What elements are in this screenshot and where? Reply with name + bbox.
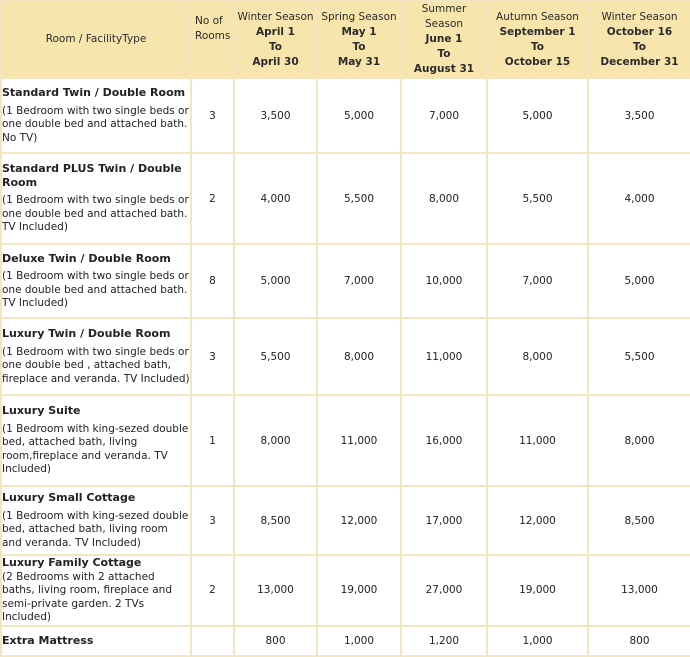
rate-cell: 4,000 [234, 153, 317, 244]
table-row [1, 78, 690, 153]
room-name: Luxury Twin / Double Room [2, 327, 171, 340]
rate-cell: 8,500 [588, 486, 690, 555]
room-description: (1 Bedroom with king-sezed double bed, attached bath, living room and veranda. TV Included) [2, 509, 189, 549]
rate-cell: 1,000 [317, 626, 401, 656]
room-name: Luxury Suite [2, 404, 81, 418]
season-from: April 1 [256, 25, 295, 38]
rate-cell: 5,000 [317, 78, 401, 153]
rate-cell: 7,000 [401, 78, 487, 153]
header-rooms-label: Rooms [195, 30, 231, 42]
rate-cell: 17,000 [401, 486, 487, 555]
rate-cell: 11,000 [401, 318, 487, 395]
rate-cell: 19,000 [487, 555, 588, 626]
room-type-cell [1, 153, 191, 244]
table-row [1, 318, 690, 395]
room-name: Deluxe Twin / Double Room [2, 251, 171, 265]
rate-cell: 5,500 [588, 318, 690, 395]
season-name: Summer Season [421, 3, 467, 30]
season-to: December 31 [600, 55, 679, 68]
rate-cell: 11,000 [317, 395, 401, 486]
room-count: 8 [191, 244, 234, 318]
rate-cell: 5,500 [234, 318, 317, 395]
season-to: May 31 [337, 55, 381, 68]
rate-cell: 5,500 [317, 153, 401, 244]
season-name: Winter Season [601, 10, 678, 23]
rate-cell: 8,000 [401, 153, 487, 244]
rate-cell: 16,000 [401, 395, 487, 486]
rate-cell: 5,000 [588, 244, 690, 318]
header-season-3 [401, 1, 487, 78]
season-to: August 31 [413, 63, 475, 75]
season-from: October 16 [606, 25, 673, 38]
header-room-type: Room / FacilityType [1, 1, 191, 78]
room-count: 3 [191, 486, 234, 555]
room-name: Extra Mattress [2, 633, 94, 647]
rate-cell: 13,000 [234, 555, 317, 626]
rate-cell: 27,000 [401, 555, 487, 626]
table-row [1, 626, 690, 656]
season-to-word: To [633, 40, 646, 53]
table-row [1, 244, 690, 318]
header-no-of-label: No of [195, 15, 223, 27]
room-description: (1 Bedroom with two single beds or one double bed and attached bath. TV Included) [2, 194, 189, 234]
rate-cell: 800 [588, 626, 690, 656]
room-type-cell [1, 626, 191, 656]
rate-cell: 12,000 [317, 486, 401, 555]
season-to: October 15 [504, 55, 571, 68]
header-season-5 [588, 1, 690, 78]
room-type-cell [1, 486, 191, 555]
rate-cell: 5,000 [487, 78, 588, 153]
room-type-cell [1, 78, 191, 153]
room-description: (2 Bedrooms with 2 attached baths, living room, fireplace and semi-private garden. 2 TVs Included) [2, 570, 172, 623]
header-no-of-rooms [191, 1, 234, 78]
season-to-word: To [352, 40, 366, 53]
season-to: April 30 [252, 55, 299, 68]
header-season-4 [487, 1, 588, 78]
rate-cell: 4,000 [588, 153, 690, 244]
rate-cell: 7,000 [317, 244, 401, 318]
season-name: Autumn Season [496, 10, 579, 23]
table-row [1, 395, 690, 486]
rate-cell: 3,500 [588, 78, 690, 153]
season-to-word: To [269, 40, 282, 53]
rate-cell: 800 [234, 626, 317, 656]
room-type-cell [1, 395, 191, 486]
rate-cell: 7,000 [487, 244, 588, 318]
rate-cell: 11,000 [487, 395, 588, 486]
room-type-cell [1, 244, 191, 318]
room-count: 3 [191, 78, 234, 153]
room-name: Standard PLUS Twin / Double Room [2, 162, 182, 189]
room-name: Luxury Small Cottage [2, 491, 136, 504]
rate-cell: 13,000 [588, 555, 690, 626]
room-description: (1 Bedroom with king-sezed double bed, attached bath, living room,fireplace and veranda. TV Included) [2, 422, 189, 476]
room-count [191, 626, 234, 656]
rate-cell: 8,000 [487, 318, 588, 395]
rate-cell: 5,500 [487, 153, 588, 244]
season-name: Winter Season [237, 10, 314, 23]
rate-cell: 8,000 [317, 318, 401, 395]
rate-cell: 5,000 [234, 244, 317, 318]
rate-cell: 10,000 [401, 244, 487, 318]
season-name: Spring Season [321, 10, 397, 23]
season-to-word: To [437, 48, 451, 60]
table-row [1, 153, 690, 244]
rate-cell: 8,000 [234, 395, 317, 486]
rate-cell: 19,000 [317, 555, 401, 626]
season-to-word: To [531, 40, 544, 53]
header-season-1 [234, 1, 317, 78]
room-description: (1 Bedroom with two single beds or one double bed , attached bath, fireplace and veranda. TV Included) [2, 345, 190, 385]
rate-cell: 3,500 [234, 78, 317, 153]
room-count: 3 [191, 318, 234, 395]
season-from: September 1 [499, 25, 576, 38]
room-name: Luxury Family Cottage [2, 556, 142, 569]
room-count: 1 [191, 395, 234, 486]
room-count: 2 [191, 153, 234, 244]
room-description: (1 Bedroom with two single beds or one double bed and attached bath. No TV) [2, 104, 189, 144]
rate-cell: 1,000 [487, 626, 588, 656]
header-row [1, 1, 690, 78]
room-description: (1 Bedroom with two single beds or one double bed and attached bath. TV Included) [2, 270, 189, 309]
room-name: Standard Twin / Double Room [2, 86, 186, 99]
season-from: May 1 [341, 25, 377, 38]
rate-cell: 8,000 [588, 395, 690, 486]
table-row [1, 555, 690, 626]
header-season-2 [317, 1, 401, 78]
season-from: June 1 [425, 33, 463, 45]
room-count: 2 [191, 555, 234, 626]
rate-cell: 1,200 [401, 626, 487, 656]
table-row [1, 486, 690, 555]
rate-cell: 8,500 [234, 486, 317, 555]
room-type-cell [1, 555, 191, 626]
rate-cell: 12,000 [487, 486, 588, 555]
room-type-cell [1, 318, 191, 395]
